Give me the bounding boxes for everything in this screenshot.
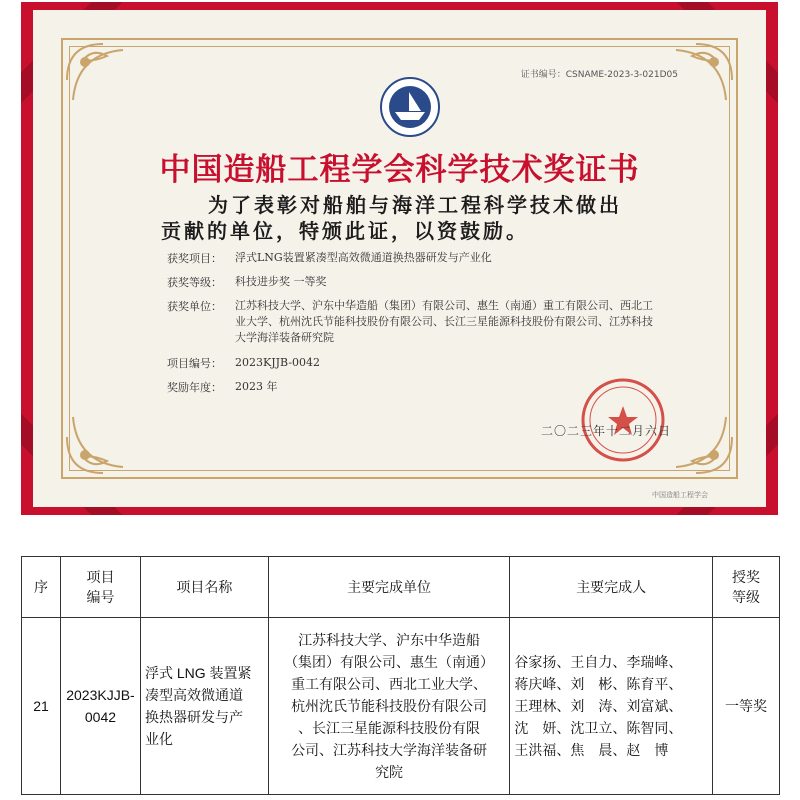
field-project-number <box>167 355 655 371</box>
certificate-number: 证书编号：CSNAME-2023-3-021D05 <box>520 70 678 80</box>
society-logo-icon <box>379 76 441 138</box>
certificate-lead-line-1: 为了表彰对船舶与海洋工程科学技术做出 <box>208 193 622 217</box>
cell-level: 一等奖 <box>713 618 780 795</box>
field-value: 浮式LNG装置紧凑型高效微通道换热器研发与产业化 <box>235 251 492 264</box>
field-label: 获奖等级： <box>167 276 222 289</box>
certificate-frame <box>21 2 778 515</box>
corner-ornament-icon <box>63 40 143 120</box>
header-level <box>713 557 780 618</box>
table-header-row <box>22 557 780 618</box>
cell-project-no-text: 2023KJJB- 0042 <box>66 687 135 725</box>
cell-project-name <box>140 618 268 795</box>
field-award-project <box>167 250 655 266</box>
field-value: 科技进步奖 一等奖 <box>235 275 327 288</box>
header-persons: 主要完成人 <box>510 557 713 618</box>
award-table <box>21 556 780 795</box>
field-label: 获奖单位： <box>167 300 222 313</box>
certificate-paper <box>33 10 766 507</box>
cell-units-text: 江苏科技大学、沪东中华造船 （集团）有限公司、惠生（南通） 重工有限公司、西北工业大学、 杭州沈氏节能科技股份有限公司 、长江三星能源科技股份有限 公司、江苏科技大学海洋装备研 究院 <box>284 632 495 780</box>
header-project-no <box>60 557 140 618</box>
corner-ornament-icon <box>656 40 736 120</box>
table-row <box>22 618 780 795</box>
official-seal-icon <box>579 376 667 464</box>
cell-units <box>268 618 510 795</box>
cell-project-name-text: 浮式 LNG 装置紧 凑型高效微通道 换热器研发与产 业化 <box>144 665 252 747</box>
header-project-name: 项目名称 <box>140 557 268 618</box>
cell-persons <box>510 618 713 795</box>
issue-date: 二〇二三年十二月六日 <box>541 424 672 438</box>
field-value: 2023KJJB-0042 <box>235 356 321 369</box>
field-label: 奖励年度： <box>167 381 222 394</box>
field-value: 江苏科技大学、沪东中华造船（集团）有限公司、惠生（南通）重工有限公司、西北工业大学、杭州沈氏节能科技股份有限公司、长江三星能源科技股份有限公司、江苏科技大学海洋装备研究院 <box>235 299 653 344</box>
field-award-units <box>167 298 655 346</box>
certificate-footer: 中国造船工程学会 <box>652 491 708 499</box>
header-units: 主要完成单位 <box>268 557 510 618</box>
corner-ornament-icon <box>63 397 143 477</box>
field-label: 项目编号： <box>167 357 222 370</box>
cell-project-no <box>60 618 140 795</box>
field-label: 获奖项目： <box>167 252 222 265</box>
certificate-lead-line-2: 贡献的单位，特颁此证，以资鼓励。 <box>161 219 529 243</box>
header-seq: 序 <box>22 557 61 618</box>
certificate-title: 中国造船工程学会科学技术奖证书 <box>159 152 640 188</box>
cell-seq: 21 <box>22 618 61 795</box>
header-level-text: 授奖 等级 <box>732 569 761 605</box>
field-value: 2023 年 <box>235 380 278 393</box>
field-award-level <box>167 274 655 290</box>
cell-persons-text: 谷家扬、王自力、李瑞峰、 蒋庆峰、刘 彬、陈育平、 王理林、刘 涛、刘富斌、 沈 妍、沈卫立、陈智同、 王洪福、焦 晨、赵 博 <box>514 654 683 758</box>
header-project-no-text: 项目 编号 <box>86 569 115 605</box>
